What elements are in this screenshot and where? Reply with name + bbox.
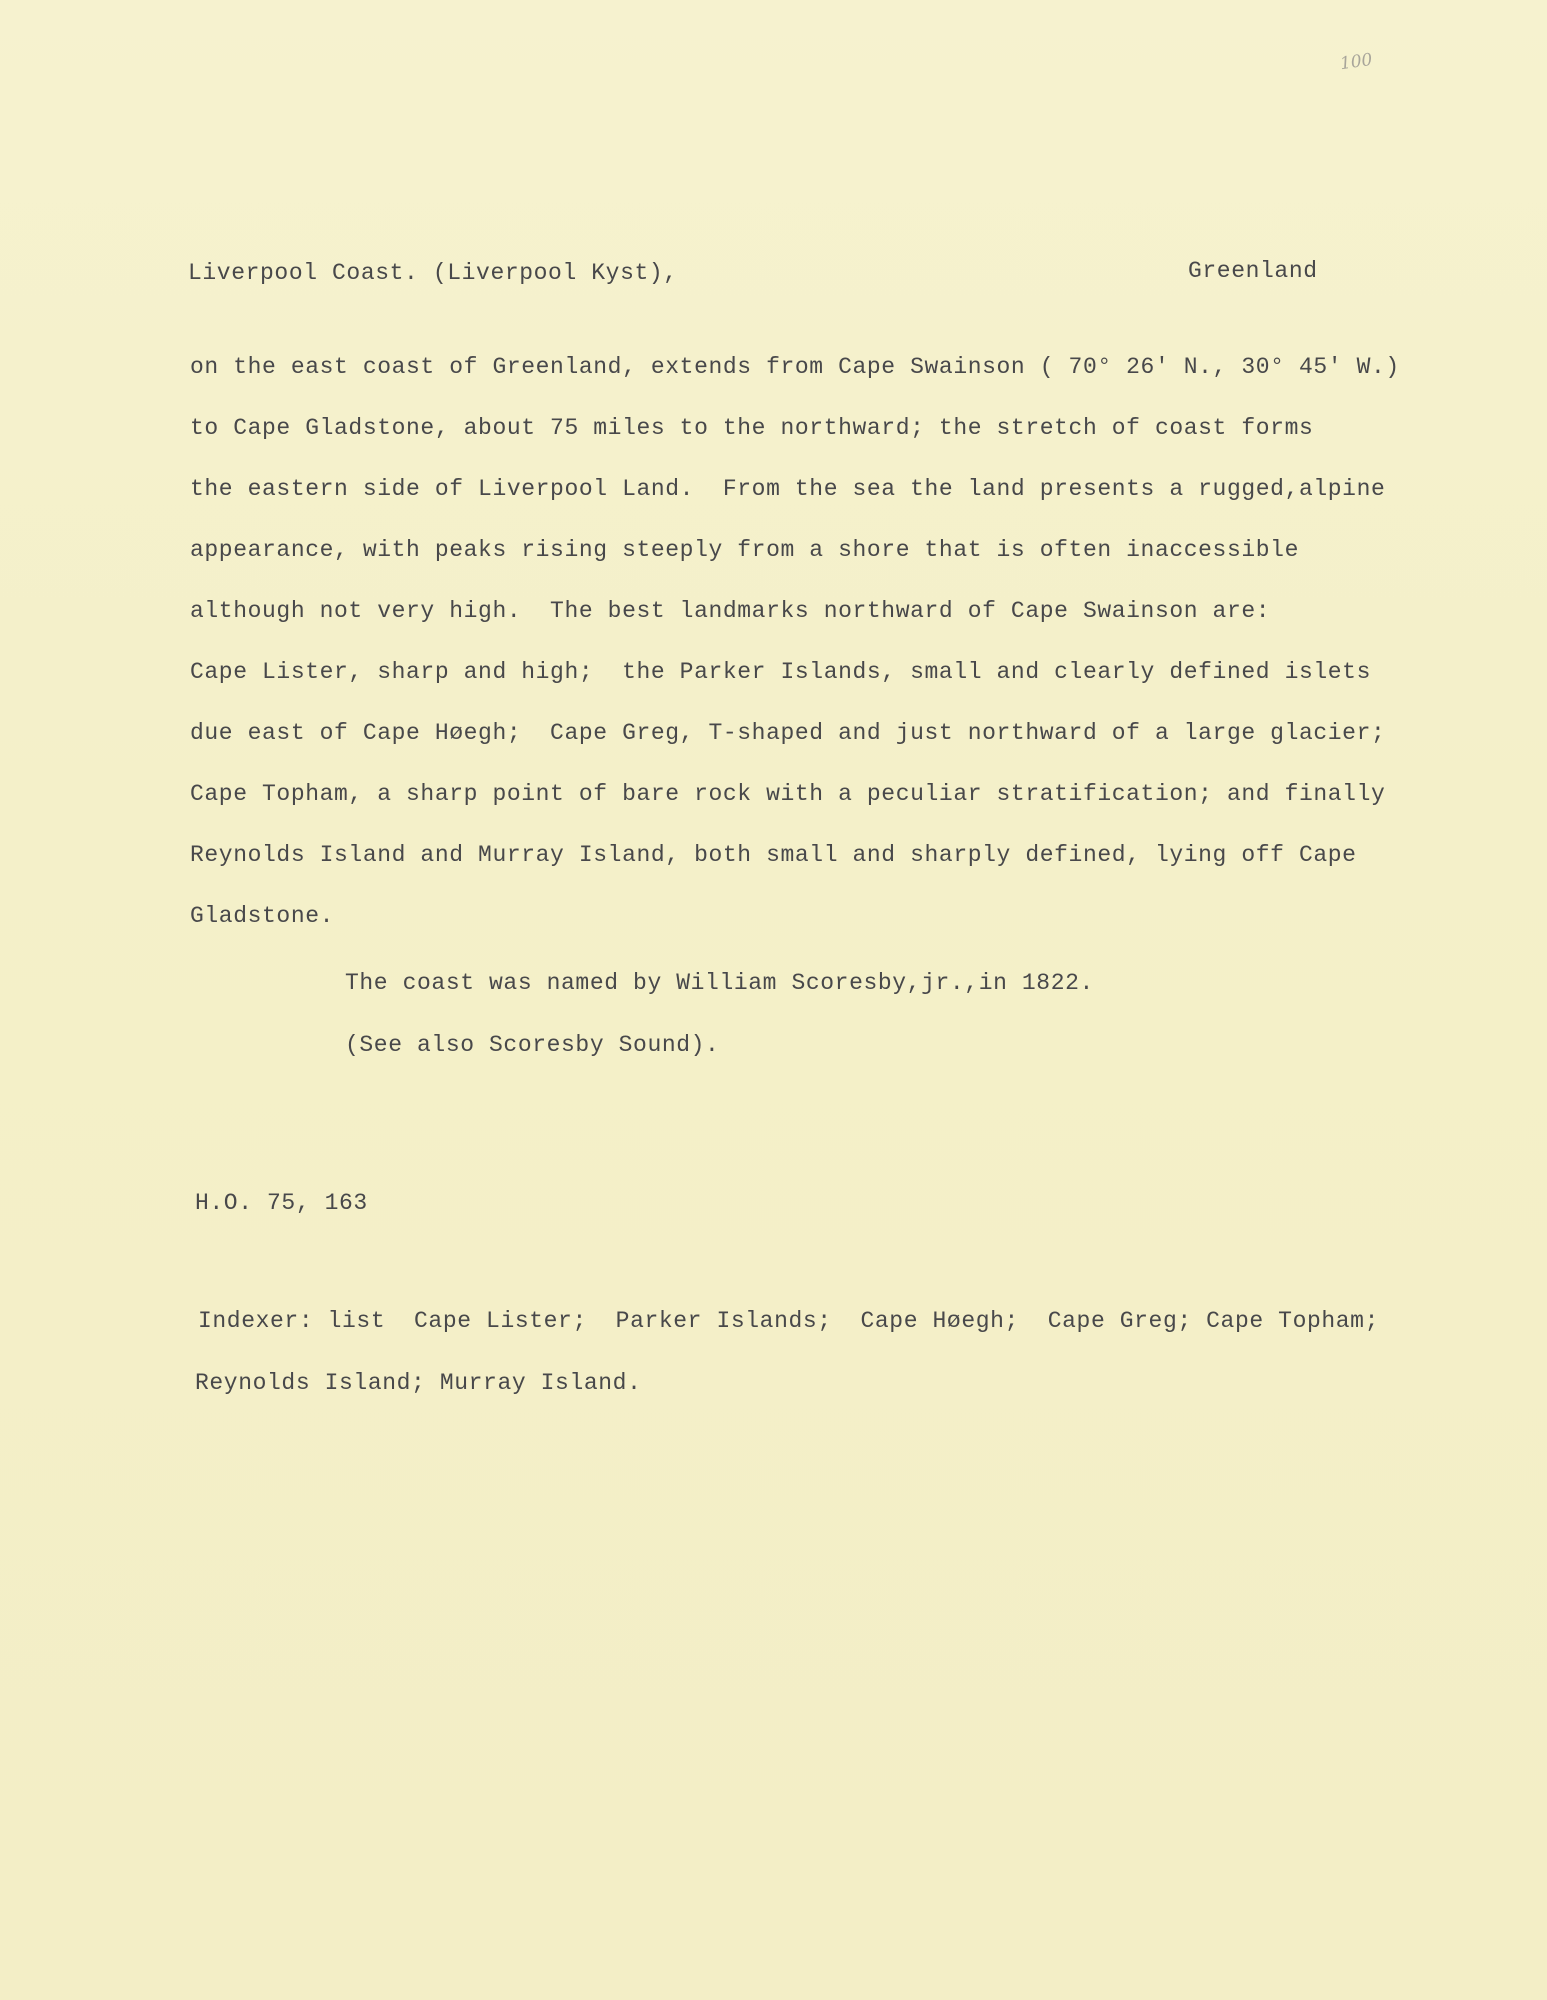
body-line-8: Cape Topham, a sharp point of bare rock with a peculiar stratification; and finally <box>190 781 1386 807</box>
body-line-2: to Cape Gladstone, about 75 miles to the northward; the stretch of coast forms <box>190 415 1314 441</box>
body-line-9: Reynolds Island and Murray Island, both small and sharply defined, lying off Cape <box>190 842 1357 868</box>
reference-line: H.O. 75, 163 <box>195 1190 368 1216</box>
body-line-4: appearance, with peaks rising steeply from a shore that is often inaccessible <box>190 537 1299 563</box>
note-naming: The coast was named by William Scoresby,jr.,in 1822. <box>345 970 1094 996</box>
page-number-mark: 100 <box>1338 49 1374 75</box>
note-see-also: (See also Scoresby Sound). <box>345 1032 720 1058</box>
indexer-line-1: Indexer: list Cape Lister; Parker Islands; Cape Høegh; Cape Greg; Cape Topham; <box>198 1308 1379 1334</box>
body-line-7: due east of Cape Høegh; Cape Greg, T-shaped and just northward of a large glacier; <box>190 720 1386 746</box>
indexer-line-2: Reynolds Island; Murray Island. <box>195 1370 642 1396</box>
region-label: Greenland <box>1188 258 1318 284</box>
body-line-6: Cape Lister, sharp and high; the Parker Islands, small and clearly defined islets <box>190 659 1371 685</box>
body-line-3: the eastern side of Liverpool Land. From the sea the land presents a rugged,alpine <box>190 476 1386 502</box>
body-line-10: Gladstone. <box>190 903 335 929</box>
body-line-5: although not very high. The best landmarks northward of Cape Swainson are: <box>190 598 1271 624</box>
body-line-1: on the east coast of Greenland, extends from Cape Swainson ( 70° 26' N., 30° 45' W.) <box>190 354 1400 380</box>
document-title: Liverpool Coast. (Liverpool Kyst), <box>188 260 678 286</box>
